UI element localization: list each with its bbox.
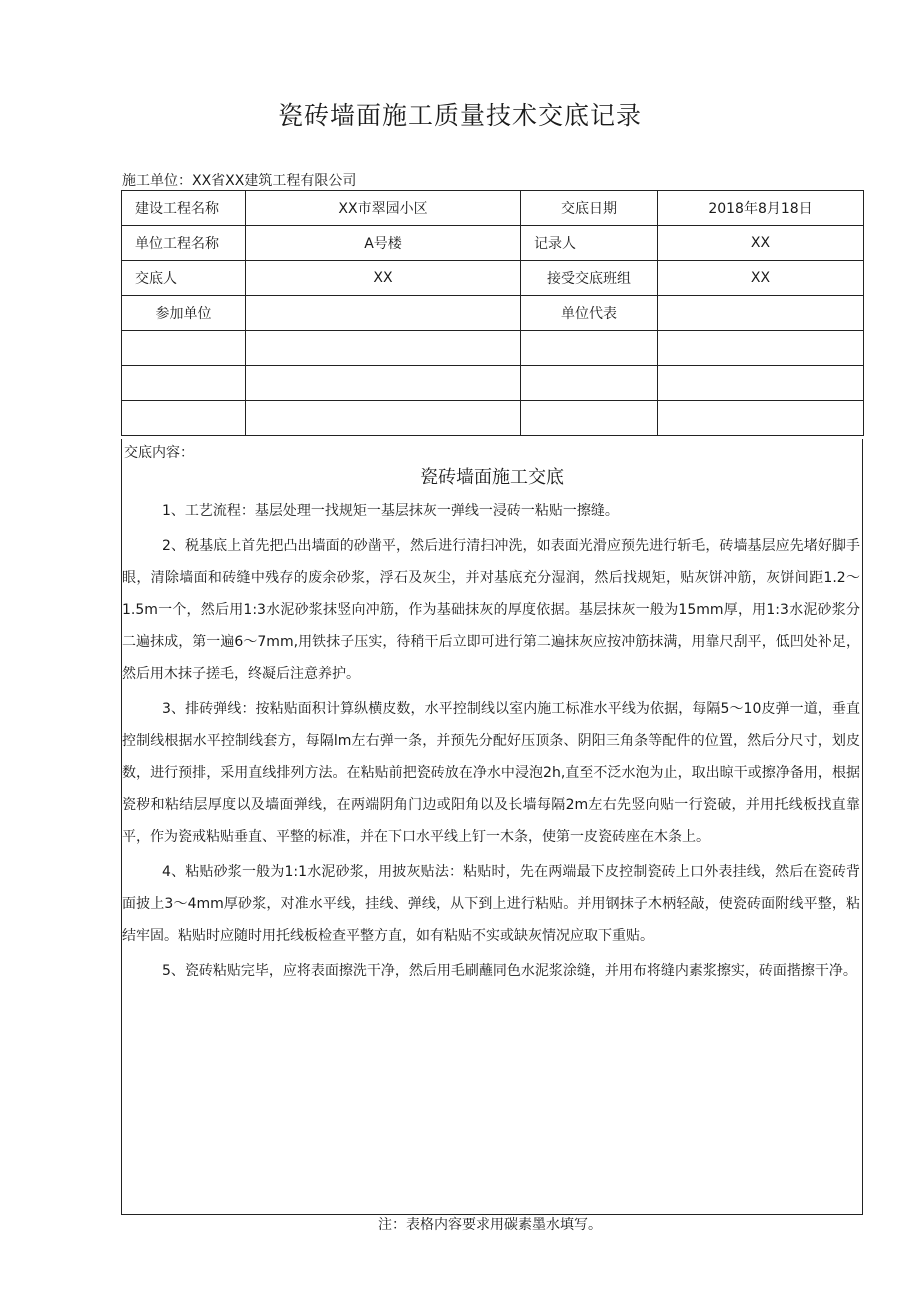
table-row [122, 191, 864, 226]
paragraph-process-flow: 1、工艺流程：基层处理一找规矩一基层抹灰一弹线一浸砖一粘贴一擦缝。 [162, 503, 619, 519]
info-table [121, 190, 864, 436]
empty-cell [521, 401, 658, 436]
empty-cell [122, 401, 246, 436]
value-briefer: XX [246, 261, 521, 296]
empty-cell [658, 331, 864, 366]
label-receiving-team: 接受交底班组 [521, 261, 658, 296]
table-row [122, 401, 864, 436]
briefing-content-box [121, 439, 863, 1215]
empty-cell [521, 366, 658, 401]
label-unit-project: 单位工程名称 [122, 226, 246, 261]
empty-cell [658, 401, 864, 436]
table-row [122, 366, 864, 401]
paragraph-tile-layout: 3、排砖弹线：按粘贴面积计算纵横皮数，水平控制线以室内施工标准水平线为依据，每隔5～10皮弹一道，垂直控制线根据水平控制线套方，每隔lm左右弹一条，并预先分配好压顶条、阴阳三角条等配件的位置，然后分尺寸，划皮数，进行预排，采用直线排列方法。在粘贴前把瓷砖放在净水中浸泡2h,直至不泛水泡为止，取出晾干或擦净备用，根据瓷秽和粘结层厚度以及墙面弹线，在两端阴角门边或阳角以及长墙每隔2m左右先竖向贴一行瓷破，并用托线板找直靠平，作为瓷戒粘贴垂直、平整的标准，并在下口水平线上钉一木条，使第一皮瓷砖座在木条上。 [122, 701, 860, 845]
value-unit-representative [658, 296, 864, 331]
label-recorder: 记录人 [521, 226, 658, 261]
label-briefer: 交底人 [122, 261, 246, 296]
empty-cell [122, 331, 246, 366]
empty-cell [246, 331, 521, 366]
value-briefing-date: 2018年8月18日 [658, 191, 864, 226]
empty-cell [521, 331, 658, 366]
footer-note: 注：表格内容要求用碳素墨水填写。 [378, 1217, 602, 1233]
table-row [122, 261, 864, 296]
paragraph-base-treatment: 2、税基底上首先把凸出墙面的砂凿平，然后进行清扫冲洗，如表面光滑应预先进行斩毛，砖墙基层应先堵好脚手眼，清除墙面和砖缝中残存的废余砂浆，浮石及灰尘，并对基底充分湿润，然后找规矩，贴灰饼冲筋，灰饼间距1.2～1.5m一个，然后用1:3水泥砂浆抹竖向冲筋，作为基础抹灰的厚度依据。基层抹灰一般为15mm厚，用1:3水泥砂浆分二遍抹成，第一遍6～7mm,用铁抹子压实，待稍干后立即可进行第二遍抹灰应按冲筋抹满，用靠尺刮平，低凹处补足，然后用木抹子搓毛，终凝后注意养护。 [122, 538, 860, 682]
paragraph-finishing: 5、瓷砖粘贴完毕，应将表面擦洗干净，然后用毛刷蘸同色水泥浆涂缝，并用布将缝内素浆擦实，砖面揩擦干净。 [162, 963, 857, 979]
page-title: 瓷砖墙面施工质量技术交底记录 [277, 101, 642, 130]
table-row [122, 226, 864, 261]
content-heading: 瓷砖墙面施工交底 [420, 467, 564, 488]
value-project-name: XX市翠园小区 [246, 191, 521, 226]
construction-unit-line: 施工单位：XX省XX建筑工程有限公司 [122, 173, 357, 189]
label-participating-unit: 参加单位 [122, 296, 246, 331]
content-label: 交底内容： [124, 445, 194, 461]
label-project-name: 建设工程名称 [122, 191, 246, 226]
value-participating-unit [246, 296, 521, 331]
empty-cell [246, 366, 521, 401]
value-recorder: XX [658, 226, 864, 261]
empty-cell [246, 401, 521, 436]
paragraph-mortar-paste: 4、粘贴砂浆一般为1:1水泥砂浆，用披灰贴法：粘贴时，先在两端最下皮控制瓷砖上口外表挂线，然后在瓷砖背面披上3～4mm厚砂浆，对准水平线，挂线、弹线，从下到上进行粘贴。并用钢抹子木柄轻敲，使瓷砖面附线平整，粘结牢固。粘贴时应随时用托线板检查平整方直，如有粘贴不实或缺灰情况应取下重贴。 [122, 864, 860, 944]
table-row [122, 331, 864, 366]
empty-cell [122, 366, 246, 401]
label-unit-representative: 单位代表 [521, 296, 658, 331]
empty-cell [658, 366, 864, 401]
label-briefing-date: 交底日期 [521, 191, 658, 226]
content-paragraphs [122, 495, 862, 990]
table-row [122, 296, 864, 331]
value-unit-project: A号楼 [246, 226, 521, 261]
value-receiving-team: XX [658, 261, 864, 296]
